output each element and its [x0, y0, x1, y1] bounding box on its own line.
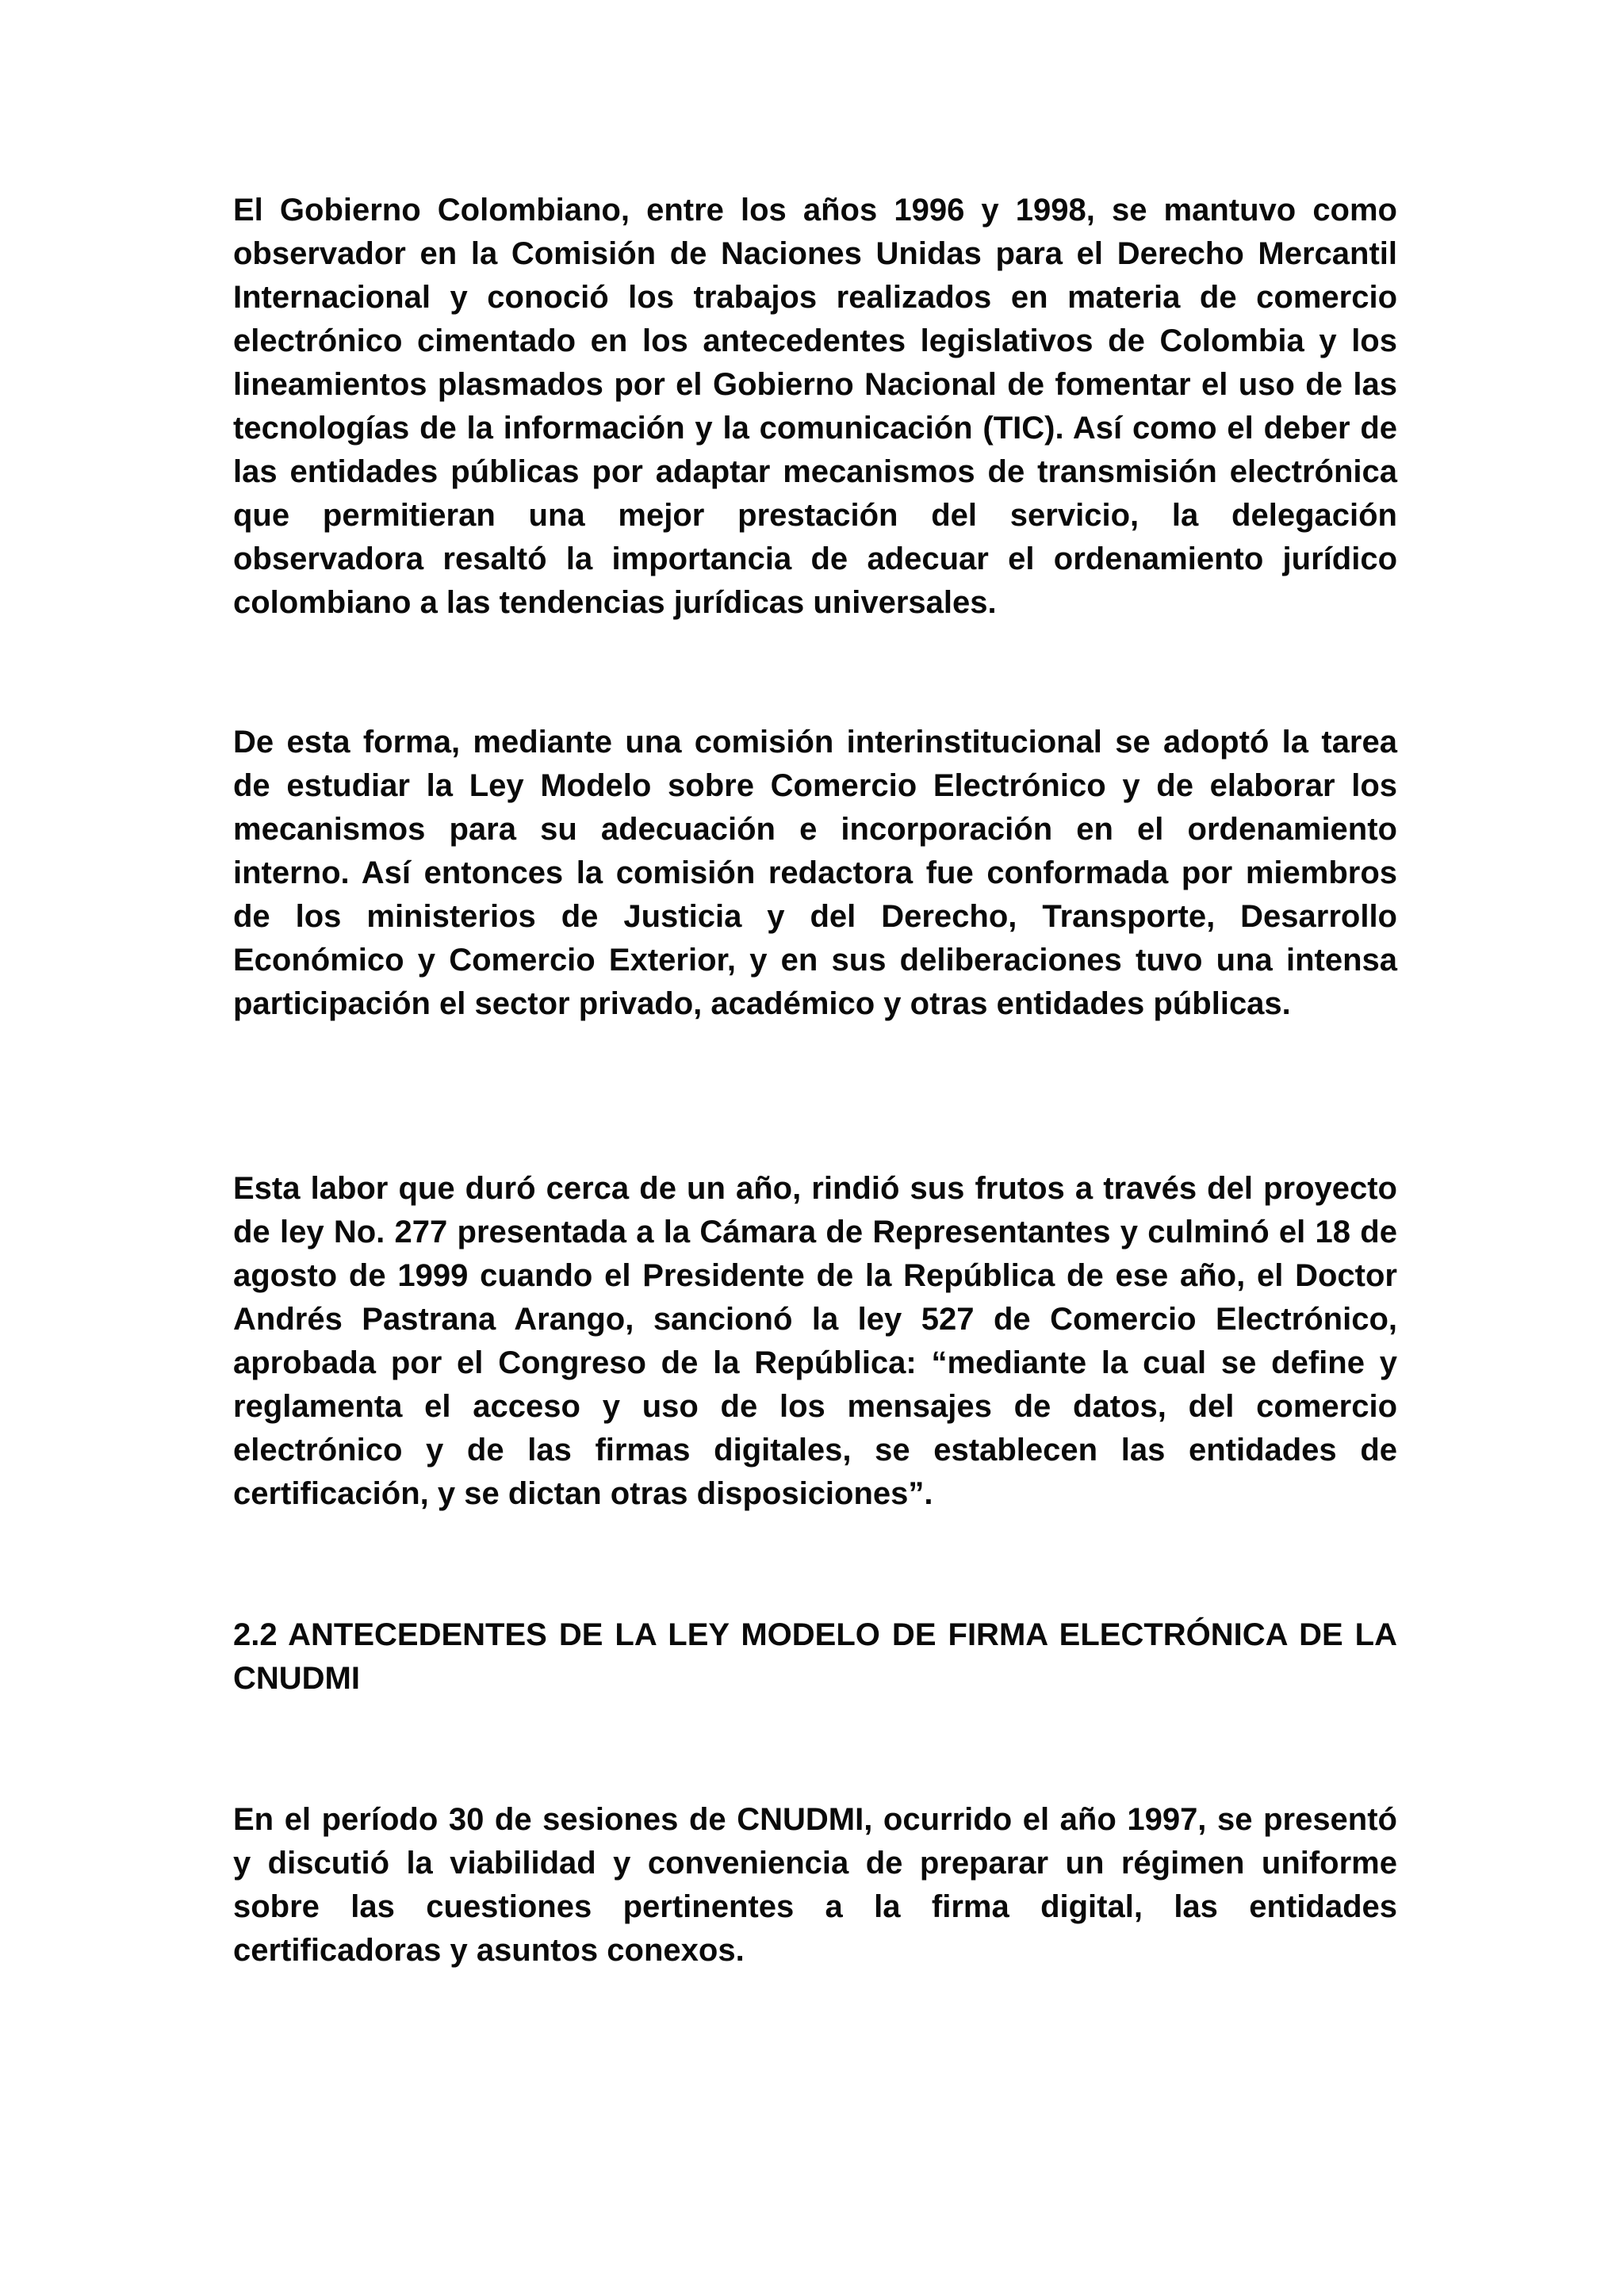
body-paragraph: En el período 30 de sesiones de CNUDMI, ocurrido el año 1997, se presentó y discutió la viabilidad y conveniencia de preparar un régimen uniforme sobre las cuestiones pertinentes a la firma digital, las entidades certificadoras y asuntos conexos.: [233, 1802, 1397, 1968]
body-paragraph: Esta labor que duró cerca de un año, rindió sus frutos a través del proyecto de ley No. 277 presentada a la Cámara de Representantes y culminó el 18 de agosto de 1999 cuando el Presidente de la República de ese año, el Doctor Andrés Pastrana Arango, sancionó la ley 527 de Comercio Electrónico, aprobada por el Congreso de la República: “mediante la cual se define y reglamenta el acceso y uso de los mensajes de datos, del comercio electrónico y de las firmas digitales, se establecen las entidades de certificación, y se dictan otras disposiciones”.: [233, 1171, 1397, 1511]
body-paragraph: De esta forma, mediante una comisión interinstitucional se adoptó la tarea de estudiar la Ley Modelo sobre Comercio Electrónico y de elaborar los mecanismos para su adecuación e incorporación en el ordenamiento interno. Así entonces la comisión redactora fue conformada por miembros de los ministerios de Justicia y del Derecho, Transporte, Desarrollo Económico y Comercio Exterior, y en sus deliberaciones tuvo una intensa participación el sector privado, académico y otras entidades públicas.: [233, 725, 1397, 1021]
section-heading: 2.2 ANTECEDENTES DE LA LEY MODELO DE FIRMA ELECTRÓNICA DE LA CNUDMI: [233, 1617, 1397, 1696]
body-paragraph: El Gobierno Colombiano, entre los años 1996 y 1998, se mantuvo como observador en la Comisión de Naciones Unidas para el Derecho Mercantil Internacional y conoció los trabajos realizados en materia de comercio electrónico cimentado en los antecedentes legislativos de Colombia y los lineamientos plasmados por el Gobierno Nacional de fomentar el uso de las tecnologías de la información y la comunicación (TIC). Así como el deber de las entidades públicas por adaptar mecanismos de transmisión electrónica que permitieran una mejor prestación del servicio, la delegación observadora resaltó la importancia de adecuar el ordenamiento jurídico colombiano a las tendencias jurídicas universales.: [233, 193, 1397, 620]
